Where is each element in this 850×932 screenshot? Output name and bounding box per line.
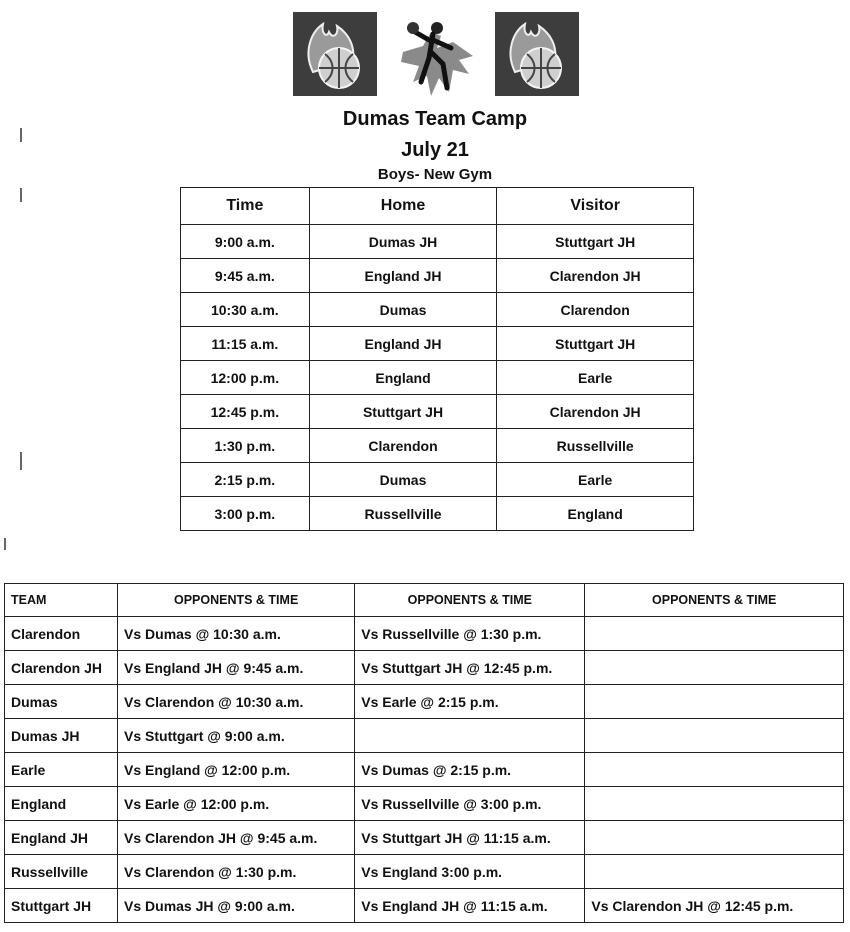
team-name: England JH	[5, 821, 118, 855]
schedule-row	[181, 497, 694, 531]
column-header-team: TEAM	[5, 584, 118, 617]
flaming-basketball-icon	[293, 12, 377, 96]
opponent-2	[355, 719, 585, 753]
schedule-row	[181, 327, 694, 361]
opponent-2: Vs England 3:00 p.m.	[355, 855, 585, 889]
schedule-row	[181, 429, 694, 463]
home-team: Stuttgart JH	[309, 395, 497, 429]
opponent-3	[585, 719, 844, 753]
team-opponents-table	[4, 583, 844, 923]
home-team: Dumas	[309, 293, 497, 327]
team-row	[5, 821, 844, 855]
team-name: Stuttgart JH	[5, 889, 118, 923]
schedule-header-row	[181, 188, 694, 225]
home-team: Russellville	[309, 497, 497, 531]
schedule-row	[181, 225, 694, 259]
game-schedule-table	[180, 187, 694, 531]
opponent-3	[585, 685, 844, 719]
team-name: Earle	[5, 753, 118, 787]
opponent-2: Vs Russellville @ 1:30 p.m.	[355, 617, 585, 651]
home-team: England JH	[309, 259, 497, 293]
visitor-team: Clarendon JH	[497, 395, 694, 429]
opponent-3	[585, 821, 844, 855]
flaming-basketball-icon	[495, 12, 579, 96]
home-team: Clarendon	[309, 429, 497, 463]
opponent-1: Vs Dumas JH @ 9:00 a.m.	[118, 889, 355, 923]
home-team: England	[309, 361, 497, 395]
opponent-1: Vs Dumas @ 10:30 a.m.	[118, 617, 355, 651]
visitor-team: Earle	[497, 361, 694, 395]
opponent-1: Vs Clarendon @ 10:30 a.m.	[118, 685, 355, 719]
game-time: 12:00 p.m.	[181, 361, 310, 395]
schedule-row	[181, 361, 694, 395]
team-row	[5, 889, 844, 923]
teams-header-row	[5, 584, 844, 617]
game-time: 11:15 a.m.	[181, 327, 310, 361]
game-time: 12:45 p.m.	[181, 395, 310, 429]
column-header-opponents-2: OPPONENTS & TIME	[355, 584, 585, 617]
opponent-3	[585, 753, 844, 787]
team-row	[5, 685, 844, 719]
opponent-3: Vs Clarendon JH @ 12:45 p.m.	[585, 889, 844, 923]
team-row	[5, 617, 844, 651]
visitor-team: Stuttgart JH	[497, 327, 694, 361]
team-row	[5, 651, 844, 685]
opponent-1: Vs Stuttgart @ 9:00 a.m.	[118, 719, 355, 753]
schedule-row	[181, 293, 694, 327]
schedule-row	[181, 463, 694, 497]
scan-mark	[20, 188, 22, 202]
game-time: 9:45 a.m.	[181, 259, 310, 293]
column-header-visitor: Visitor	[497, 188, 694, 225]
venue-label: Boys- New Gym	[377, 166, 493, 183]
page-title: Dumas Team Camp	[342, 108, 528, 130]
opponent-3	[585, 855, 844, 889]
team-name: England	[5, 787, 118, 821]
team-row	[5, 855, 844, 889]
opponent-1: Vs Clarendon JH @ 9:45 a.m.	[118, 821, 355, 855]
scan-mark	[20, 452, 22, 470]
opponent-2: Vs Stuttgart JH @ 11:15 a.m.	[355, 821, 585, 855]
column-header-time: Time	[181, 188, 310, 225]
column-header-opponents-3: OPPONENTS & TIME	[585, 584, 844, 617]
home-team: Dumas	[309, 463, 497, 497]
opponent-1: Vs Clarendon @ 1:30 p.m.	[118, 855, 355, 889]
game-time: 1:30 p.m.	[181, 429, 310, 463]
basketball-player-icon	[393, 12, 483, 102]
visitor-team: England	[497, 497, 694, 531]
schedule-row	[181, 395, 694, 429]
opponent-2: Vs Earle @ 2:15 p.m.	[355, 685, 585, 719]
team-name: Clarendon	[5, 617, 118, 651]
opponent-1: Vs Earle @ 12:00 p.m.	[118, 787, 355, 821]
game-time: 10:30 a.m.	[181, 293, 310, 327]
opponent-3	[585, 787, 844, 821]
opponent-2: Vs Dumas @ 2:15 p.m.	[355, 753, 585, 787]
team-row	[5, 787, 844, 821]
scan-mark	[4, 538, 6, 550]
game-time: 3:00 p.m.	[181, 497, 310, 531]
game-time: 9:00 a.m.	[181, 225, 310, 259]
event-date: July 21	[401, 139, 469, 161]
visitor-team: Russellville	[497, 429, 694, 463]
column-header-home: Home	[309, 188, 497, 225]
team-name: Russellville	[5, 855, 118, 889]
logo-strip	[293, 12, 580, 98]
scan-mark	[20, 128, 22, 142]
schedule-row	[181, 259, 694, 293]
opponent-2: Vs Stuttgart JH @ 12:45 p.m.	[355, 651, 585, 685]
visitor-team: Stuttgart JH	[497, 225, 694, 259]
visitor-team: Clarendon JH	[497, 259, 694, 293]
visitor-team: Earle	[497, 463, 694, 497]
opponent-3	[585, 617, 844, 651]
team-name: Dumas	[5, 685, 118, 719]
column-header-opponents-1: OPPONENTS & TIME	[118, 584, 355, 617]
opponent-3	[585, 651, 844, 685]
opponent-1: Vs England @ 12:00 p.m.	[118, 753, 355, 787]
opponent-2: Vs Russellville @ 3:00 p.m.	[355, 787, 585, 821]
team-name: Dumas JH	[5, 719, 118, 753]
visitor-team: Clarendon	[497, 293, 694, 327]
game-time: 2:15 p.m.	[181, 463, 310, 497]
home-team: Dumas JH	[309, 225, 497, 259]
team-row	[5, 719, 844, 753]
team-name: Clarendon JH	[5, 651, 118, 685]
home-team: England JH	[309, 327, 497, 361]
opponent-1: Vs England JH @ 9:45 a.m.	[118, 651, 355, 685]
opponent-2: Vs England JH @ 11:15 a.m.	[355, 889, 585, 923]
team-row	[5, 753, 844, 787]
